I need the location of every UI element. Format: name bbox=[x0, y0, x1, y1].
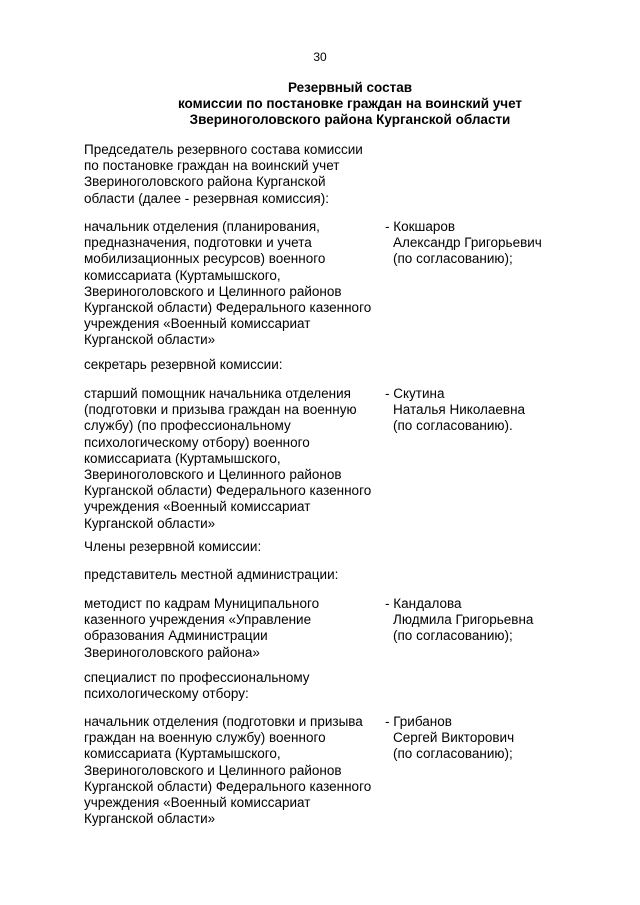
chairman-intro bbox=[84, 142, 363, 207]
psych-specialist-name bbox=[385, 714, 514, 763]
text-line: казенного учреждения «Управление bbox=[84, 612, 312, 628]
text-line: Звериноголовского и Целинного районов bbox=[84, 283, 342, 299]
text-line: Звериноголовского и Целинного районов bbox=[84, 467, 342, 483]
text-line: психологическому отбору: bbox=[84, 686, 249, 702]
text-line: Председатель резервного состава комиссии bbox=[84, 142, 363, 157]
text-line: Звериноголовского района Курганской bbox=[84, 174, 326, 190]
text-line: по постановке граждан на воинский учет bbox=[84, 158, 340, 174]
person-surname: - Грибанов bbox=[385, 714, 452, 729]
local-admin-position bbox=[84, 596, 319, 661]
text-line: службу) (по профессиональному bbox=[84, 418, 291, 434]
text-line: образования Администрации bbox=[84, 628, 268, 644]
text-line: комиссариата (Куртамышского, bbox=[84, 267, 281, 283]
person-surname: - Кокшаров bbox=[385, 219, 456, 234]
person-fullname: Людмила Григорьевна bbox=[393, 612, 534, 628]
text-line: Курганской области» bbox=[84, 515, 216, 531]
secretary-name bbox=[385, 386, 525, 435]
text-line: предназначения, подготовки и учета bbox=[84, 235, 312, 251]
text-line: учреждения «Военный комиссариат bbox=[84, 499, 311, 515]
text-line: учреждения «Военный комиссариат bbox=[84, 316, 311, 332]
members-label: Члены резервной комиссии: bbox=[84, 539, 262, 554]
text-line: начальник отделения (планирования, bbox=[84, 219, 320, 234]
person-fullname: Сергей Викторович bbox=[393, 730, 515, 746]
person-note: (по согласованию). bbox=[393, 418, 513, 434]
local-admin-name bbox=[385, 596, 533, 645]
person-surname: - Кандалова bbox=[385, 596, 462, 611]
psych-specialist-label bbox=[84, 670, 310, 702]
chairman-position bbox=[84, 219, 371, 349]
person-surname: - Скутина bbox=[385, 386, 445, 401]
text-line: комиссариата (Куртамышского, bbox=[84, 746, 281, 762]
text-line: методист по кадрам Муниципального bbox=[84, 596, 320, 611]
heading-line: Резервный состав bbox=[288, 80, 412, 95]
text-line: психологическому отбору) военного bbox=[84, 434, 310, 450]
text-line: (подготовки и призыва граждан на военную bbox=[84, 402, 357, 418]
page-number: 30 bbox=[313, 50, 327, 64]
text-line: Звериноголовского и Целинного районов bbox=[84, 762, 342, 778]
text-line: учреждения «Военный комиссариат bbox=[84, 795, 311, 811]
text-line: Звериноголовского района» bbox=[84, 644, 260, 660]
chairman-name bbox=[385, 219, 542, 268]
document-heading bbox=[150, 80, 550, 128]
secretary-label: секретарь резервной комиссии: bbox=[84, 357, 283, 372]
text-line: Курганской области» bbox=[84, 811, 216, 827]
text-line: области (далее - резервная комиссия): bbox=[84, 190, 329, 206]
person-note: (по согласованию); bbox=[393, 628, 513, 644]
heading-line: Звериноголовского района Курганской области bbox=[189, 112, 511, 127]
person-note: (по согласованию); bbox=[393, 251, 513, 267]
text-line: специалист по профессиональному bbox=[84, 670, 310, 685]
text-line: Курганской области) Федерального казенного bbox=[84, 778, 372, 794]
person-fullname: Наталья Николаевна bbox=[393, 402, 526, 418]
secretary-position bbox=[84, 386, 371, 532]
text-line: Курганской области) Федерального казенного bbox=[84, 300, 372, 316]
local-admin-label: представитель местной администрации: bbox=[84, 567, 339, 582]
heading-line: комиссии по постановке граждан на воинский учет bbox=[177, 96, 523, 111]
text-line: граждан на военную службу) военного bbox=[84, 730, 326, 746]
text-line: Курганской области) Федерального казенного bbox=[84, 483, 372, 499]
text-line: Курганской области» bbox=[84, 332, 216, 348]
text-line: старший помощник начальника отделения bbox=[84, 386, 351, 401]
person-fullname: Александр Григорьевич bbox=[393, 235, 542, 251]
text-line: комиссариата (Куртамышского, bbox=[84, 450, 281, 466]
person-note: (по согласованию); bbox=[393, 746, 513, 762]
psych-specialist-position bbox=[84, 714, 371, 827]
text-line: мобилизационных ресурсов) военного bbox=[84, 251, 326, 267]
text-line: начальник отделения (подготовки и призыва bbox=[84, 714, 363, 729]
